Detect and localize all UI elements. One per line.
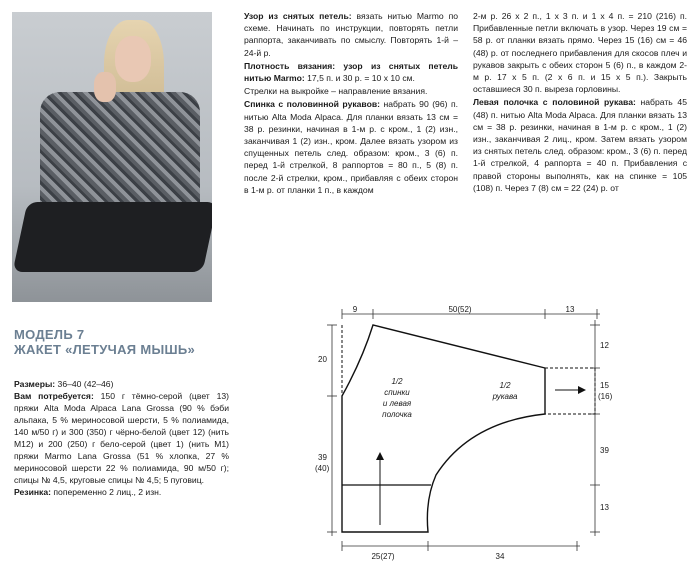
body-outline: [342, 325, 545, 532]
left-front-paragraph: [473, 96, 687, 194]
materials-block: [14, 378, 229, 498]
dim-right-16: (16): [598, 392, 613, 401]
gauge-text: 17,5 п. и 30 р. = 10 х 10 см.: [304, 73, 415, 84]
needed-label: Вам потребуется:: [14, 391, 94, 401]
photo-hand: [94, 72, 116, 102]
needed-paragraph: [14, 390, 229, 486]
model-title: МОДЕЛЬ 7: [14, 327, 85, 342]
sizes-label: Размеры:: [14, 379, 56, 389]
back-label: Спинка с половинной рукавов:: [244, 99, 380, 110]
pattern-label: Узор из снятых петель:: [244, 11, 352, 21]
sizes-value: 36–40 (42–46): [55, 379, 114, 389]
dim-top-9: 9: [352, 305, 358, 314]
pattern-paragraph: [244, 10, 458, 59]
up-arrow: [376, 452, 384, 525]
right-arrow: [555, 386, 586, 394]
dim-right-12: 12: [600, 341, 609, 350]
label-half: 1/2: [391, 377, 403, 386]
left-dimension-line: [327, 325, 337, 536]
model-photo: [12, 12, 212, 302]
left-front-label: Левая полочка с половиной рукава:: [473, 97, 636, 108]
dim-bottom-25: 25(27): [371, 552, 395, 561]
dim-right-39: 39: [600, 446, 609, 455]
model-heading: [14, 327, 195, 357]
instructions-column-2: [473, 10, 687, 195]
label-back-3: полочка: [382, 410, 412, 419]
bottom-dimension-line: [342, 541, 580, 551]
pattern-text: вязать нитью Marmo по схеме. Начинать по инструкции, повторять петли раппорта, заканчивать по смыслу. Повторять 1-й – 24-й р.: [244, 11, 458, 58]
label-sleeve: рукава: [492, 392, 518, 401]
label-sleeve-half: 1/2: [499, 381, 511, 390]
pattern-schematic: [300, 300, 630, 562]
right-dimension-line: [590, 320, 600, 536]
gauge-label: Плотность вязания: узор из снятых петель нитью Marmo:: [244, 60, 458, 84]
dim-left-39: 39: [318, 453, 327, 462]
model-subtitle: ЖАКЕТ «ЛЕТУЧАЯ МЫШЬ»: [14, 342, 196, 357]
dim-top-50: 50(52): [448, 305, 472, 314]
dim-left-20: 20: [318, 355, 327, 364]
dim-top-13: 13: [565, 305, 575, 314]
rib-text: попеременно 2 лиц., 2 изн.: [51, 487, 162, 497]
instructions-column-1: [244, 10, 458, 197]
gauge-paragraph: [244, 60, 458, 84]
sizes-line: [14, 378, 229, 390]
dim-right-15: 15: [600, 381, 609, 390]
back-text: набрать 90 (96) п. нитью Alta Moda Alpaca. Для планки вязать 13 см = 38 р. резинки, начиная в 1-м р. с кром., 1 (2) изн., заканчивая 1 (2) изн., кром. Далее вязать узором из спущенных петель след. образом: кром., 3 (6) п. перед 1-й стрелкой, 8 раппортов = 80 п., 5 (8) п. после 2-й стрелки, кром., прибавляя с обеих сторон в 1-м р. от планки 1 п., в каждом: [244, 99, 458, 195]
rib-line: [14, 486, 229, 498]
dim-right-13: 13: [600, 503, 609, 512]
back-continued: 2-м р. 26 х 2 п., 1 х 3 п. и 1 х 4 п. = 210 (216) п. Прибавленные петли включать в узор. Через 19 см = 58 р. от планки вязать прямо. Через 15 (16) см = 46 (48) р. от последнего прибавления для скосов плеч и рукавов закрыть с обеих сторон 5 (6) п., в каждом 2-м р. 17 х 5 п. (2 х 6 п. и 15 х 5 п.). Закрыть оставшиеся 30 п. выреза горловины.: [473, 11, 687, 95]
label-back-1: спинки: [384, 388, 410, 397]
dim-bottom-34: 34: [495, 552, 505, 561]
dim-left-40: (40): [315, 464, 330, 473]
label-back-2: и левая: [382, 399, 412, 408]
left-front-text: набрать 45 (48) п. нитью Alta Moda Alpaca. Для планки вязать 13 см = 38 р. резинки, начиная в 1-м р. с кром., 1 (2) изн., заканчивая 2 лиц., кром. Затем вязать узором из снятых петель след. образом: кром., 3 (6) п. перед 1-й стрелкой, 4 раппорта = 40 п. Прибавления с правой стороны выполнять, как на спинке = 105 (108) п. Через 7 (8) см = 22 (24) р. от: [473, 97, 687, 193]
arrows-note: Стрелки на выкройке – направление вязания.: [244, 86, 428, 97]
photo-legs: [13, 202, 212, 272]
photo-face: [115, 36, 151, 82]
back-paragraph: [244, 98, 458, 196]
needed-text: 150 г тёмно-серой (цвет 13) пряжи Alta Moda Alpaca Lana Grossa (90 % бэби альпака, 5 % мериносовой шерсти, 5 % полиамида, 140 м/50 г) и 300 (350) г чёрно-белой (цвет 12) (нить М12) и 200 (250) г бело-серой (цвет 1) (нить М1) пряжи Marmo Lana Grossa (51 % хлопка, 27 % мериносовой шерсти 22 % полиамида, 90 м/50 г); спицы № 4,5, круговые спицы № 4,5; 5 пуговиц.: [14, 391, 229, 485]
rib-label: Резинка:: [14, 487, 51, 497]
cuff-dashed: [545, 368, 595, 414]
